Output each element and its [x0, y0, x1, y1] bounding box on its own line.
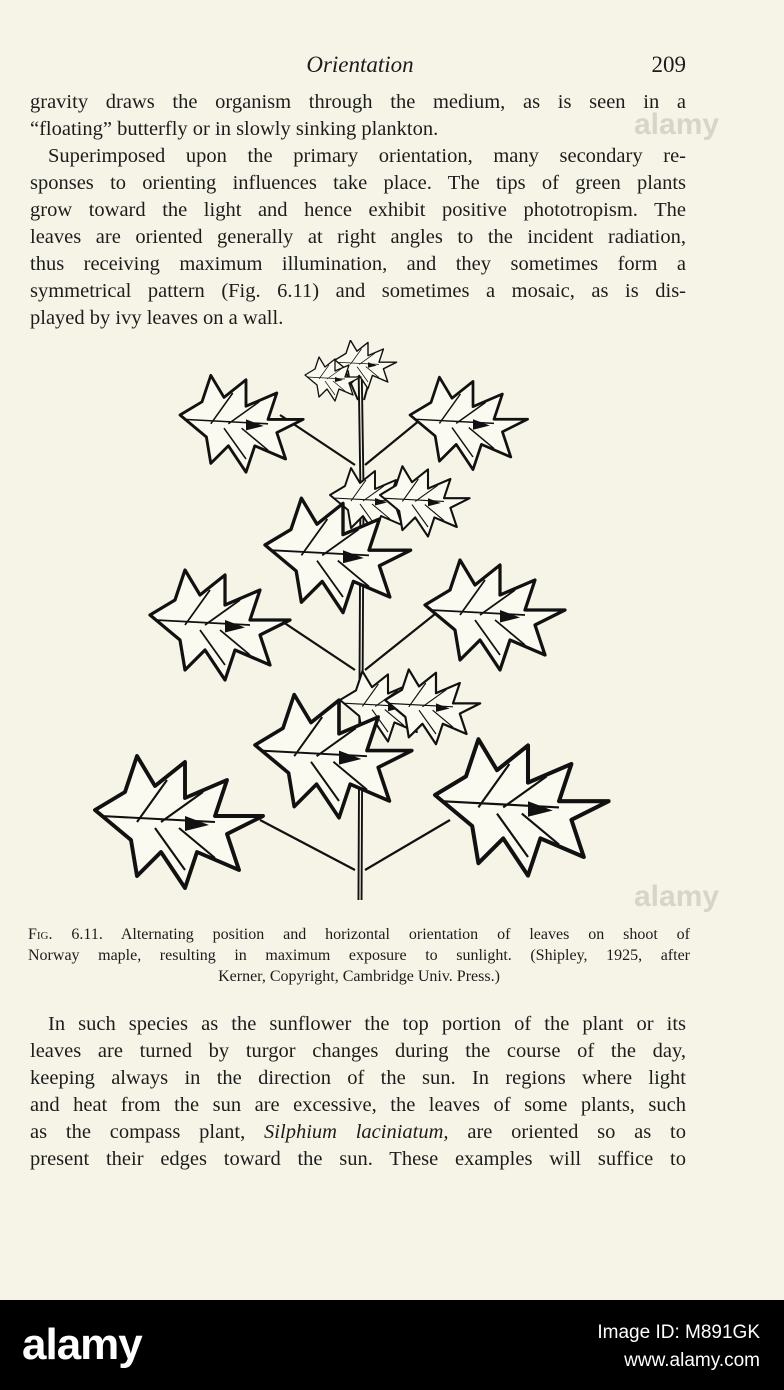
text-span: are oriented so as to [448, 1121, 687, 1143]
text-line: “floating” butterfly or in slowly sinking plankton. [30, 118, 439, 140]
running-title: Orientation [306, 52, 414, 77]
caption-line: Kerner, Copyright, Cambridge Univ. Press.) [218, 968, 500, 985]
text-line: leaves are turned by turgor changes during the course of the day, [30, 1040, 686, 1062]
text-line [30, 1119, 686, 1146]
alamy-logo: alamy [22, 1320, 142, 1369]
text-line: sponses to orienting influences take place. The tips of green plants [30, 172, 686, 194]
figure-caption [28, 924, 690, 987]
text-line: symmetrical pattern (Fig. 6.11) and sometimes a mosaic, as is dis- [30, 280, 686, 302]
watermark: alamy [634, 880, 720, 913]
site-url: www.alamy.com [624, 1350, 760, 1371]
text-line: keeping always in the direction of the sun. In regions where light [30, 1067, 686, 1089]
text-span: as the compass plant, [30, 1121, 265, 1143]
text-line: Superimposed upon the primary orientation, many secondary re- [48, 145, 686, 167]
text-line: played by ivy leaves on a wall. [30, 307, 284, 329]
text-line: present their edges toward the sun. These examples will suffice to [30, 1148, 686, 1170]
figure-label: Fig. 6.11. [28, 926, 103, 943]
caption-line [28, 924, 690, 945]
text-line: and heat from the sun are excessive, the leaves of some plants, such [30, 1094, 686, 1116]
caption-text: Alternating position and horizontal orientation of leaves on shoot of [120, 926, 691, 943]
text-line: gravity draws the organism through the medium, as is seen in a [30, 91, 686, 113]
text-line: grow toward the light and hence exhibit positive phototropism. The [30, 199, 686, 221]
maple-shoot-illustration [80, 340, 640, 920]
text-line: In such species as the sunflower the top portion of the plant or its [48, 1013, 686, 1035]
watermark: alamy [634, 108, 720, 141]
page-number: 209 [651, 52, 686, 77]
species-name: Silphium laciniatum, [264, 1121, 449, 1143]
image-id: Image ID: M891GK [597, 1322, 760, 1343]
paragraph-2 [30, 143, 686, 332]
paragraph-1 [30, 89, 686, 143]
paragraph-3 [30, 1011, 686, 1173]
text-line: leaves are oriented generally at right angles to the incident radiation, [30, 226, 686, 248]
caption-line: Norway maple, resulting in maximum exposure to sunlight. (Shipley, 1925, after [28, 947, 690, 964]
text-line: thus receiving maximum illumination, and they sometimes form a [30, 253, 686, 275]
page-header [0, 48, 784, 82]
